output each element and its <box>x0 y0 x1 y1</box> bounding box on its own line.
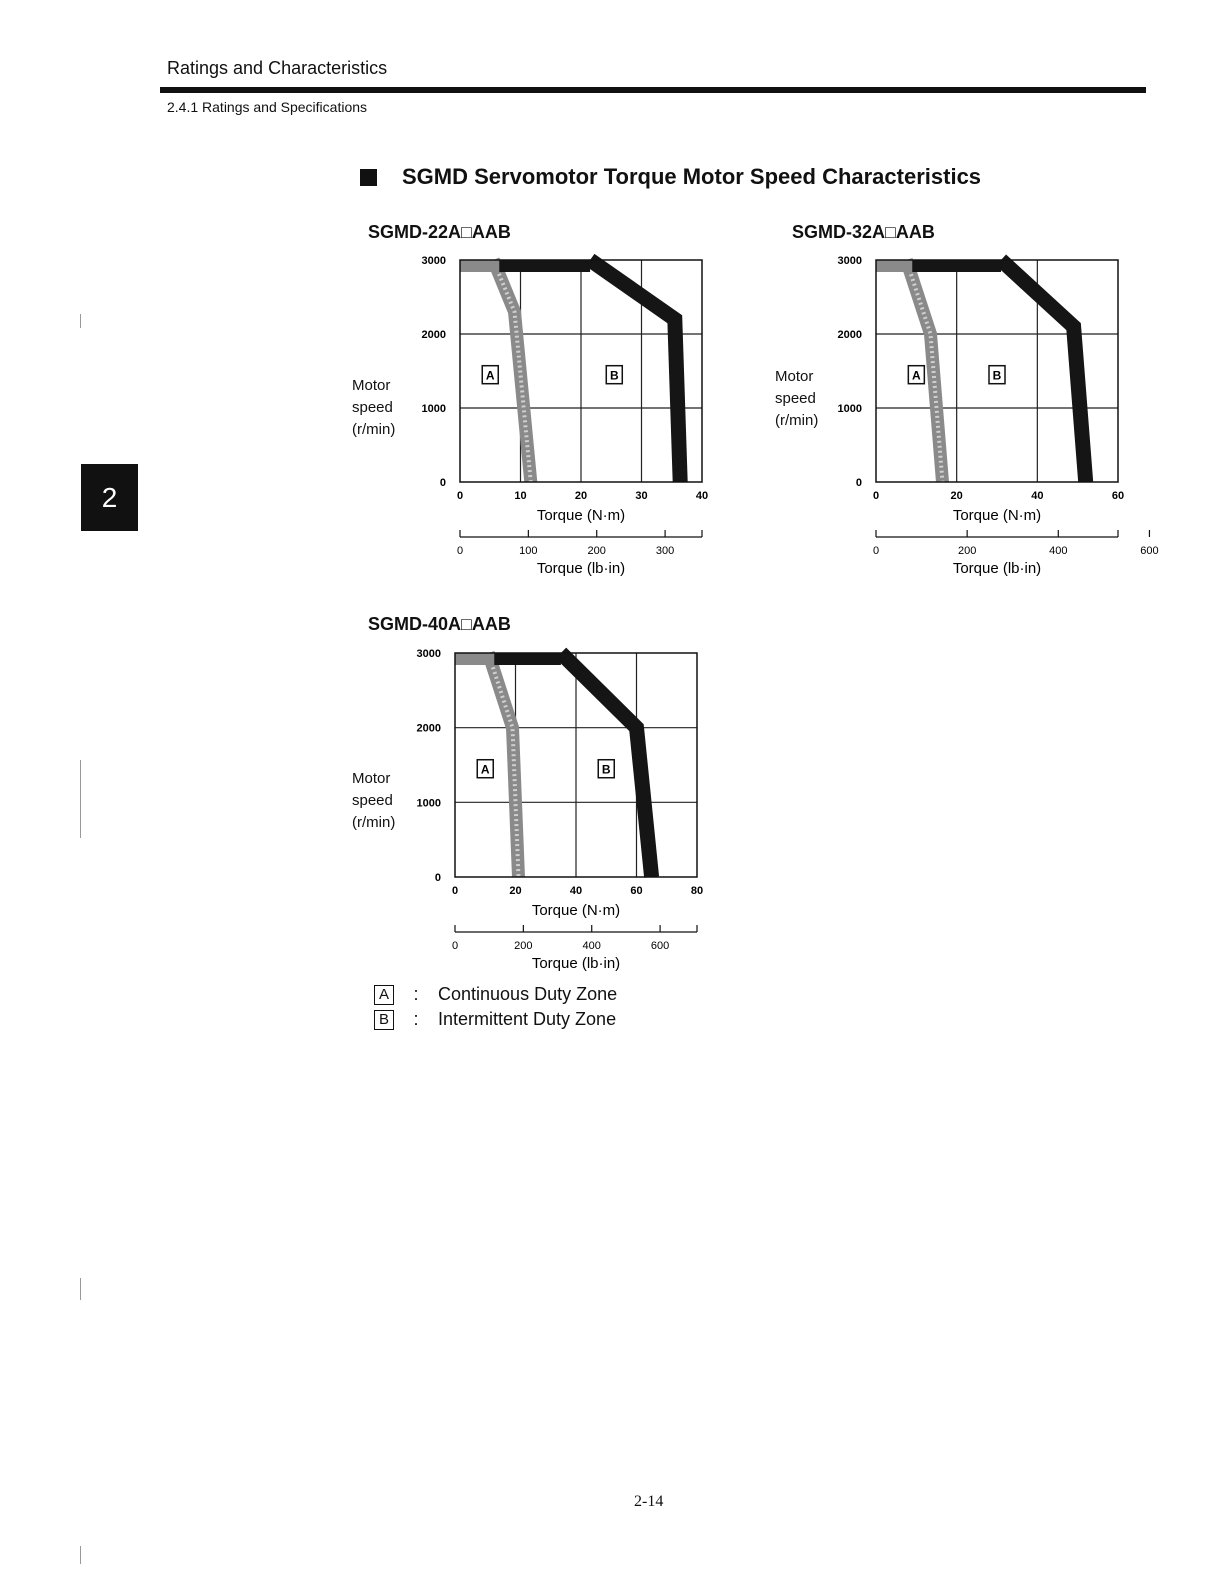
y-tick-label: 0 <box>855 477 862 489</box>
y-label-line: Motor <box>352 377 391 394</box>
margin-mark <box>80 314 81 328</box>
x2-axis-label: Torque (lb·in) <box>531 955 621 972</box>
x2-tick-label: 200 <box>957 545 977 557</box>
legend-label: Continuous Duty Zone <box>438 984 618 1004</box>
x2-axis-label: Torque (lb·in) <box>952 560 1042 577</box>
chart-sgmd-32 <box>820 245 1159 585</box>
x-tick-label: 30 <box>635 490 648 502</box>
y-tick-label: 0 <box>434 872 441 884</box>
x-tick-label: 10 <box>514 490 527 502</box>
chart-y-label <box>352 768 395 834</box>
zone-b-label: B <box>609 368 619 383</box>
x2-tick-label: 0 <box>872 545 880 557</box>
margin-mark <box>80 760 81 838</box>
y-tick-label: 2000 <box>421 329 446 341</box>
y-label-line: speed <box>775 390 816 407</box>
zone-a-key: A <box>374 985 394 1005</box>
x-tick-label: 60 <box>1111 490 1125 502</box>
zone-b-label: B <box>992 368 1002 383</box>
chapter-tab: 2 <box>81 464 138 531</box>
legend <box>374 982 617 1032</box>
legend-label: Intermittent Duty Zone <box>438 1009 617 1029</box>
intermittent-duty-curve <box>590 260 680 482</box>
zone-b-label: B <box>601 762 611 777</box>
y-label-line: speed <box>352 792 393 809</box>
y-label-line: speed <box>352 399 393 416</box>
y-tick-label: 0 <box>439 477 446 489</box>
header-title: Ratings and Characteristics <box>167 58 388 78</box>
x-tick-label: 0 <box>451 885 459 897</box>
y-tick-label: 3000 <box>421 255 446 267</box>
zone-a-label: A <box>485 368 495 383</box>
x2-tick-label: 0 <box>456 545 464 557</box>
x-tick-label: 0 <box>456 490 464 502</box>
x2-tick-label: 300 <box>655 545 675 557</box>
legend-item-a <box>374 982 617 1007</box>
section-heading-text: SGMD Servomotor Torque Motor Speed Characteristics <box>402 164 982 189</box>
square-bullet-icon <box>360 169 377 186</box>
chart-sgmd-22 <box>400 245 730 585</box>
x-axis-label: Torque (N·m) <box>531 902 621 919</box>
y-label-line: Motor <box>352 770 391 787</box>
x-tick-label: 20 <box>574 490 588 502</box>
y-label-line: (r/min) <box>352 814 396 831</box>
chart-y-label <box>352 375 395 441</box>
y-tick-label: 2000 <box>837 329 862 341</box>
x-tick-label: 20 <box>509 885 522 897</box>
x-tick-label: 40 <box>1031 490 1044 502</box>
y-tick-label: 3000 <box>416 648 441 660</box>
y-label-line: (r/min) <box>352 421 396 438</box>
header-rule <box>160 87 1146 93</box>
x2-tick-label: 200 <box>587 545 606 557</box>
section-heading <box>360 164 981 190</box>
x-tick-label: 60 <box>630 885 643 897</box>
x-tick-label: 0 <box>872 490 880 502</box>
x-tick-label: 80 <box>690 885 704 897</box>
x2-tick-label: 400 <box>582 940 601 952</box>
intermittent-duty-curve <box>1001 260 1086 482</box>
y-tick-label: 1000 <box>837 403 862 415</box>
chart-title: SGMD-22A□AAB <box>368 222 511 242</box>
zone-b-key: B <box>374 1010 394 1030</box>
x2-tick-label: 400 <box>1049 545 1068 557</box>
zone-a-label: A <box>911 368 921 383</box>
y-tick-label: 3000 <box>837 255 862 267</box>
page-number: 2-14 <box>634 1493 664 1510</box>
legend-colon: : <box>413 1009 419 1029</box>
x2-tick-label: 0 <box>451 940 459 952</box>
y-tick-label: 1000 <box>416 797 441 810</box>
x-axis-label: Torque (N·m) <box>536 507 626 524</box>
chart-sgmd-40 <box>400 640 730 975</box>
x2-tick-label: 100 <box>519 545 538 557</box>
x-tick-label: 40 <box>569 885 583 897</box>
zone-a-label: A <box>480 762 490 777</box>
margin-mark <box>80 1278 81 1300</box>
x2-tick-label: 600 <box>1140 545 1159 557</box>
y-tick-label: 2000 <box>416 722 441 735</box>
chart-title: SGMD-40A□AAB <box>368 614 511 634</box>
legend-item-b <box>374 1007 617 1032</box>
x2-tick-label: 600 <box>650 940 670 952</box>
x-axis-label: Torque (N·m) <box>952 507 1042 524</box>
x-tick-label: 20 <box>950 490 963 502</box>
y-label-line: (r/min) <box>775 412 819 429</box>
y-label-line: Motor <box>775 368 814 385</box>
x-tick-label: 40 <box>695 490 709 502</box>
header-subtitle: 2.4.1 Ratings and Specifications <box>167 99 368 115</box>
x2-axis-label: Torque (lb·in) <box>536 560 626 577</box>
legend-colon: : <box>413 984 419 1004</box>
chart-title: SGMD-32A□AAB <box>792 222 935 242</box>
x2-tick-label: 200 <box>514 940 533 952</box>
margin-mark <box>80 1546 81 1564</box>
y-tick-label: 1000 <box>421 403 446 415</box>
chart-y-label <box>775 366 818 432</box>
